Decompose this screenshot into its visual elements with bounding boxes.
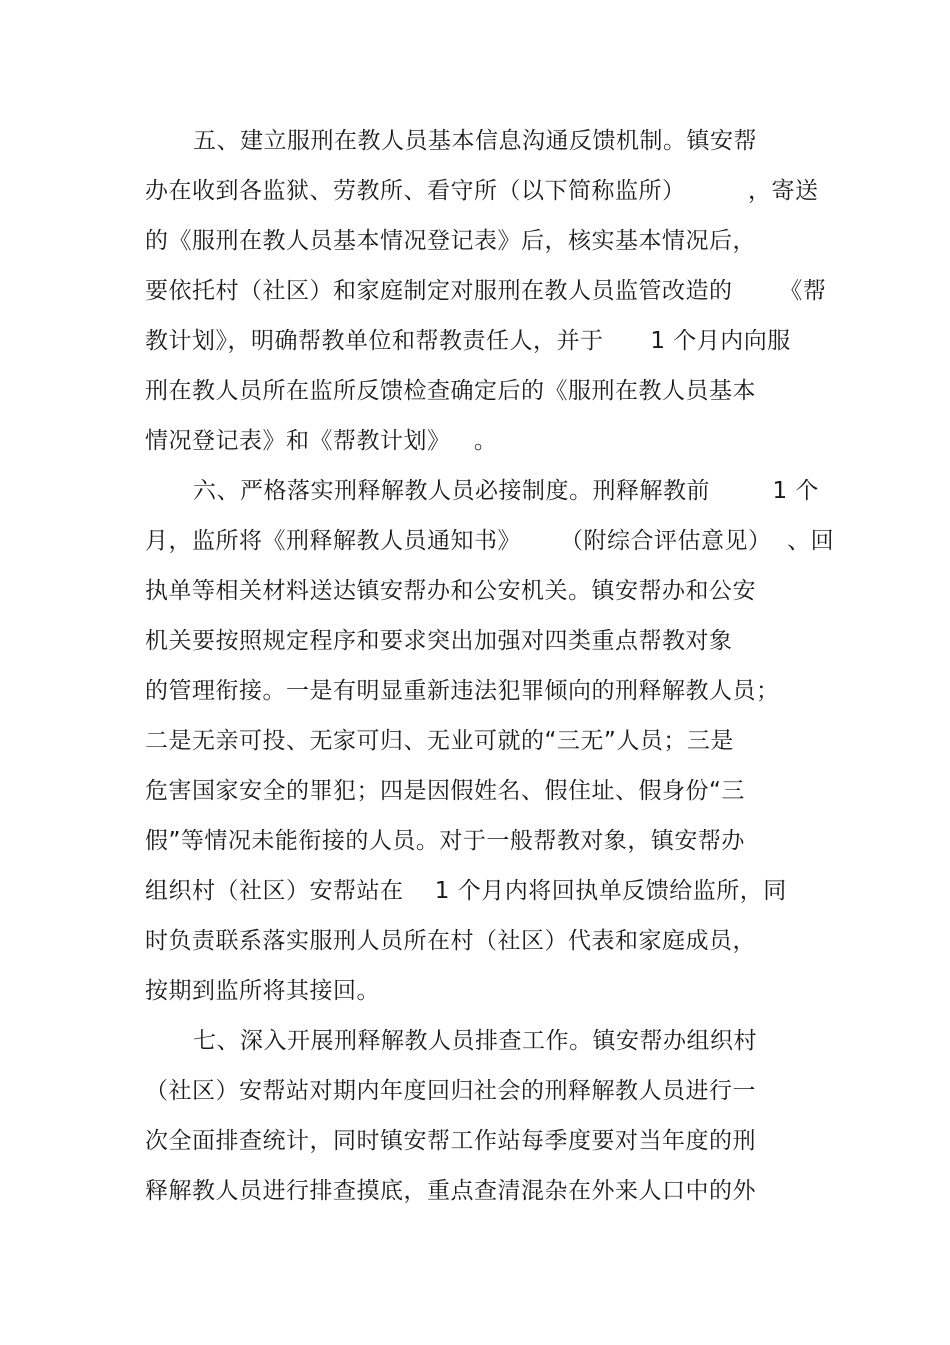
paragraph-6-line-1: 六、严格落实刑释解教人员必接制度。刑释解教前 1 个 [193, 478, 819, 504]
paragraph-5-line-6: 刑在教人员所在监所反馈检查确定后的《服刑在教人员基本 [145, 378, 756, 404]
paragraph-7-line-2: （社区）安帮站对期内年度回归社会的刑释解教人员进行一 [145, 1078, 756, 1104]
paragraph-6-line-10: 时负责联系落实服刑人员所在村（社区）代表和家庭成员， [145, 928, 756, 954]
paragraph-7-line-1: 七、深入开展刑释解教人员排查工作。镇安帮办组织村 [193, 1028, 757, 1054]
paragraph-6-line-7: 危害国家安全的罪犯；四是因假姓名、假住址、假身份“三 [145, 778, 745, 804]
paragraph-6-line-8: 假”等情况未能衔接的人员。对于一般帮教对象，镇安帮办 [145, 828, 745, 854]
paragraph-6-line-11: 按期到监所将其接回。 [145, 978, 380, 1004]
paragraph-6-line-3: 执单等相关材料送达镇安帮办和公安机关。镇安帮办和公安 [145, 578, 756, 604]
paragraph-5-line-4: 要依托村（社区）和家庭制定对服刑在教人员监管改造的 《帮 [145, 278, 827, 304]
paragraph-5-line-1: 五、建立服刑在教人员基本信息沟通反馈机制。镇安帮 [193, 128, 757, 154]
paragraph-7-line-4: 释解教人员进行排查摸底，重点查清混杂在外来人口中的外 [145, 1178, 756, 1204]
paragraph-6-line-4: 机关要按照规定程序和要求突出加强对四类重点帮教对象 [145, 628, 733, 654]
paragraph-5-line-3: 的《服刑在教人员基本情况登记表》后，核实基本情况后， [145, 228, 756, 254]
paragraph-5-line-7: 情况登记表》和《帮教计划》 。 [145, 428, 498, 454]
paragraph-5-line-5: 教计划》，明确帮教单位和帮教责任人，并于 1 个月内向服 [145, 328, 791, 354]
paragraph-6-line-9: 组织村（社区）安帮站在 1 个月内将回执单反馈给监所，同 [145, 878, 787, 904]
paragraph-6-line-5: 的管理衔接。一是有明显重新违法犯罪倾向的刑释解教人员； [145, 678, 780, 704]
paragraph-6-line-6: 二是无亲可投、无家可归、无业可就的“三无”人员；三是 [145, 728, 734, 754]
paragraph-5-line-2: 办在收到各监狱、劳教所、看守所（以下简称监所） ，寄送 [145, 178, 819, 204]
paragraph-7-line-3: 次全面排查统计，同时镇安帮工作站每季度要对当年度的刑 [145, 1128, 756, 1154]
paragraph-6-line-2: 月，监所将《刑释解教人员通知书》 （附综合评估意见） 、回 [145, 528, 835, 554]
